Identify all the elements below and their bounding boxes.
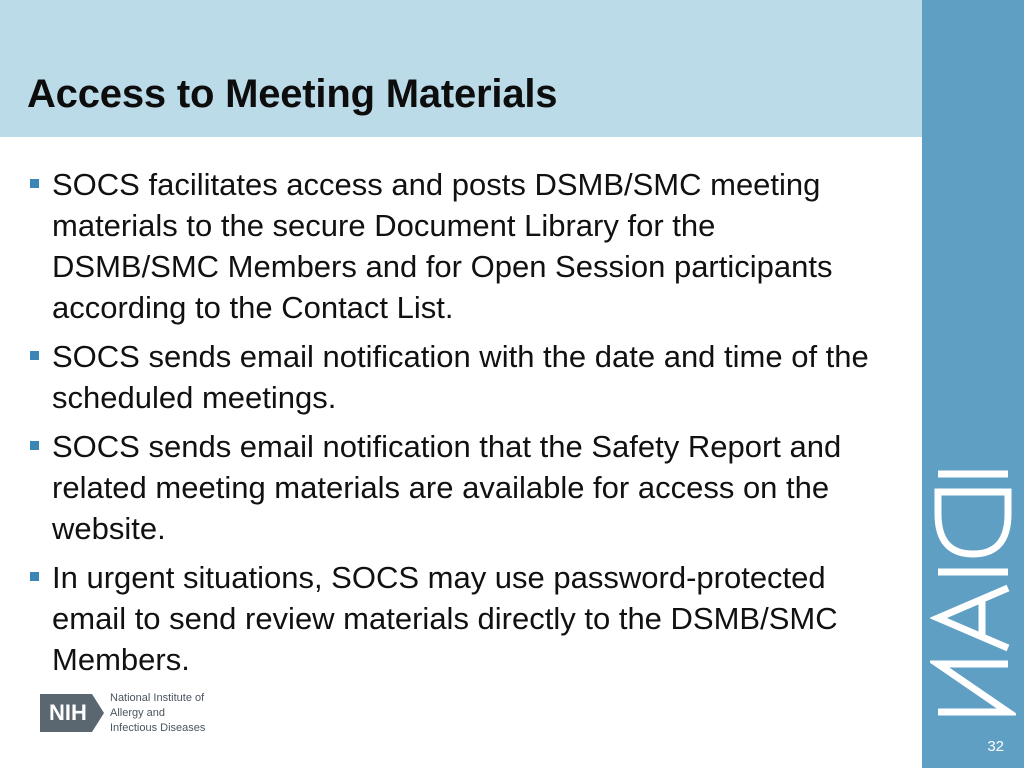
nih-mark-text: NIH <box>49 700 87 725</box>
page-number: 32 <box>987 738 1004 755</box>
bullet-item <box>27 164 887 328</box>
bullet-list <box>27 164 887 688</box>
bullet-text: SOCS sends email notification that the Safety Report and related meeting materials are available for access on the website. <box>52 429 842 546</box>
nih-logo-line: Allergy and <box>110 707 166 719</box>
bullet-text: SOCS sends email notification with the date and time of the scheduled meetings. <box>52 339 869 415</box>
square-bullet-icon <box>30 572 39 581</box>
niaid-wordmark-logo <box>930 462 1016 720</box>
nih-logo-line: Infectious Diseases <box>110 722 206 734</box>
bullet-item <box>27 336 887 418</box>
bullet-text: SOCS facilitates access and posts DSMB/SMC meeting materials to the secure Document Library for the DSMB/SMC Members and for Open Session participants according to the Contact List. <box>52 167 833 325</box>
square-bullet-icon <box>30 179 39 188</box>
square-bullet-icon <box>30 441 39 450</box>
square-bullet-icon <box>30 351 39 360</box>
bullet-text: In urgent situations, SOCS may use password-protected email to send review materials directly to the DSMB/SMC Members. <box>52 560 838 677</box>
bullet-item <box>27 557 887 680</box>
slide-title: Access to Meeting Materials <box>27 72 558 116</box>
nih-logo <box>40 690 240 738</box>
nih-logo-text <box>110 691 250 736</box>
nih-logo-line: National Institute of <box>110 692 205 704</box>
bullet-item <box>27 426 887 549</box>
